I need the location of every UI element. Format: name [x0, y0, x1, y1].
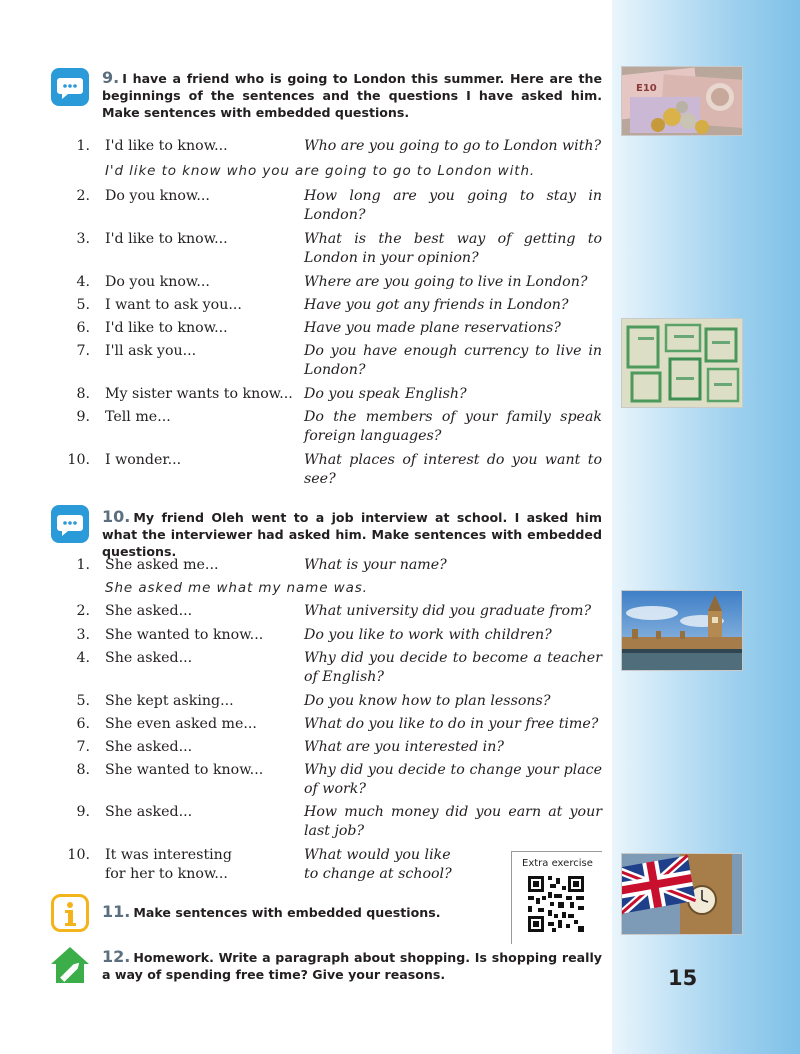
row-number: 9.: [76, 804, 90, 820]
sentence-stem: I'd like to know...: [105, 320, 228, 336]
sentence-stem: Tell me...: [105, 409, 171, 425]
info-icon: [51, 894, 89, 932]
sentence-stem: [105, 846, 305, 884]
question: What do you like to do in your free time?: [304, 716, 599, 732]
row-number: 2.: [76, 603, 90, 619]
row-number: 1.: [76, 557, 90, 573]
extra-exercise-box[interactable]: [511, 851, 602, 944]
banknotes-coins-photo: [621, 66, 743, 136]
question: Have you made plane reservations?: [304, 320, 561, 336]
question: What university did you graduate from?: [304, 603, 592, 619]
sentence-stem: My sister wants to know...: [105, 386, 293, 402]
svg-text:E10: E10: [636, 83, 657, 94]
question: Why did you decide to change your place of work?: [304, 762, 602, 797]
sentence-stem: She asked me...: [105, 557, 219, 573]
exercise-number: 12.: [102, 947, 131, 966]
sentence-stem: I'd like to know...: [105, 231, 228, 247]
sentence-stem: I wonder...: [105, 452, 182, 468]
question: Who are you going to go to London with?: [304, 138, 602, 154]
question: What places of interest do you want to see?: [304, 452, 602, 487]
ex10-example-answer: She asked me what my name was.: [105, 580, 368, 596]
sentence-stem: She wanted to know...: [105, 627, 264, 643]
ex9-example-answer: I'd like to know who you are going to go to London with.: [105, 163, 536, 179]
exercise-12-instruction: [102, 948, 602, 983]
row-number: 5.: [76, 297, 90, 313]
passport-stamps-photo: [621, 318, 743, 408]
row-number: 5.: [76, 693, 90, 709]
row-number: 6.: [76, 320, 90, 336]
row-number: 4.: [76, 650, 90, 666]
stem-line-1: It was interesting: [105, 847, 232, 863]
row-number: 6.: [76, 716, 90, 732]
question: Do you like to work with children?: [304, 627, 552, 643]
question: What is the best way of getting to London in your opinion?: [304, 231, 602, 266]
question: Do you speak English?: [304, 386, 467, 402]
question: Do you have enough currency to live in London?: [304, 343, 602, 378]
question: How long are you going to stay in London?: [304, 188, 602, 223]
exercise-number: 9.: [102, 68, 120, 87]
speech-bubble-icon: [51, 505, 89, 543]
speech-bubble-icon: [51, 68, 89, 106]
row-number: 3.: [76, 627, 90, 643]
sentence-stem: She even asked me...: [105, 716, 257, 732]
question: Do the members of your family speak foreign languages?: [304, 409, 602, 444]
question: Have you got any friends in London?: [304, 297, 569, 313]
sentence-stem: She wanted to know...: [105, 762, 264, 778]
question: How much money did you earn at your last job?: [304, 804, 602, 839]
stem-line-2: for her to know...: [105, 866, 228, 882]
sentence-stem: Do you know...: [105, 274, 210, 290]
exercise-number: 10.: [102, 507, 131, 526]
exercise-number: 11.: [102, 902, 131, 921]
big-ben-parliament-photo: [621, 590, 743, 671]
sentence-stem: She asked...: [105, 650, 193, 666]
question-line-1: What would you like: [304, 847, 451, 863]
sentence-stem: I'll ask you...: [105, 343, 197, 359]
instruction-text: Make sentences with embedded questions.: [133, 905, 441, 920]
sentence-stem: She asked...: [105, 603, 193, 619]
page-number: 15: [668, 966, 698, 990]
exercise-9-instruction: [102, 69, 602, 121]
exercise-11-instruction: [102, 903, 602, 921]
row-number: 8.: [76, 386, 90, 402]
question: What are you interested in?: [304, 739, 504, 755]
sentence-stem: She kept asking...: [105, 693, 234, 709]
row-number: 7.: [76, 343, 90, 359]
sentence-stem: I'd like to know...: [105, 138, 228, 154]
question: [304, 846, 494, 884]
sentence-stem: She asked...: [105, 804, 193, 820]
instruction-text: My friend Oleh went to a job interview at school. I asked him what the interviewer had asked him. Make sentences with embedded questions.: [102, 510, 602, 559]
instruction-text: Homework. Write a paragraph about shopping. Is shopping really a way of spending free time? Give your reasons.: [102, 950, 602, 982]
row-number: 9.: [76, 409, 90, 425]
row-number: 2.: [76, 188, 90, 204]
row-number: 3.: [76, 231, 90, 247]
home-pencil-icon: [49, 944, 91, 986]
sentence-stem: Do you know...: [105, 188, 210, 204]
question-line-2: to change at school?: [304, 866, 452, 882]
sentence-stem: I want to ask you...: [105, 297, 242, 313]
row-number: 1.: [76, 138, 90, 154]
extra-exercise-label: Extra exercise: [522, 858, 593, 869]
row-number: 10.: [67, 847, 90, 863]
question: Do you know how to plan lessons?: [304, 693, 551, 709]
question: Where are you going to live in London?: [304, 274, 588, 290]
row-number: 8.: [76, 762, 90, 778]
sentence-stem: She asked...: [105, 739, 193, 755]
row-number: 10.: [67, 452, 90, 468]
exercise-10-instruction: [102, 508, 602, 560]
instruction-text: I have a friend who is going to London this summer. Here are the beginnings of the sentences and the questions I have asked him. Make sentences with embedded questions.: [102, 71, 602, 120]
question: Why did you decide to become a teacher of English?: [304, 650, 602, 685]
row-number: 4.: [76, 274, 90, 290]
question: What is your name?: [304, 557, 447, 573]
row-number: 7.: [76, 739, 90, 755]
union-jack-big-ben-photo: [621, 853, 743, 935]
